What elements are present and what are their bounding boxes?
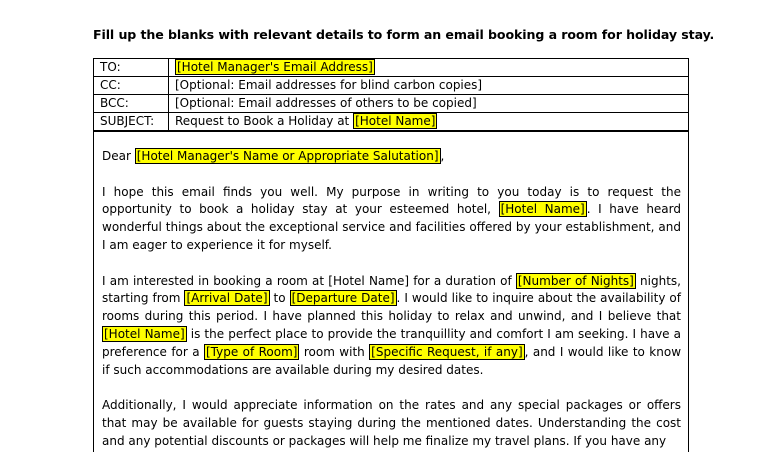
p2-specific-request-blank: [Specific Request, if any] <box>371 344 523 359</box>
subject-blank: [Hotel Name] <box>355 114 436 128</box>
p2-arrival-blank: [Arrival Date] <box>186 291 268 306</box>
email-body <box>102 148 681 468</box>
bcc-label: BCC: <box>94 95 169 113</box>
p2-text-d: . I would like to inquire about the availability of rooms during this period. I have planned this holiday to relax and unwind, and I believe that <box>102 291 681 324</box>
p2-text-c: to <box>269 291 290 306</box>
to-blank: [Hotel Manager's Email Address] <box>177 60 373 74</box>
subject-row <box>94 113 689 131</box>
p2-room-type-blank: [Type of Room] <box>205 344 298 359</box>
cc-value: [Optional: Email addresses for blind carbon copies] <box>169 77 689 95</box>
p2-text-f: room with <box>299 344 370 359</box>
p2-text-b: nights, starting from <box>102 273 681 306</box>
p1-text-a: I hope this email finds you well. My purpose in writing to you today is to request the opportunity to book a holiday stay at your esteemed hotel, <box>102 184 681 217</box>
bcc-value: [Optional: Email addresses of others to be copied] <box>169 95 689 113</box>
greeting-suffix: , <box>440 149 445 163</box>
p2-text-g: , and I would like to know if such accommodations are available during my desired dates. <box>102 344 682 377</box>
greeting <box>102 148 681 166</box>
subject-label: SUBJECT: <box>94 113 169 131</box>
to-cell <box>169 59 689 77</box>
p2-hotel-name-blank: [Hotel Name] <box>104 326 185 341</box>
subject-cell <box>169 113 689 131</box>
cc-label: CC: <box>94 77 169 95</box>
paragraph-3: Additionally, I would appreciate information on the rates and any special packages or offers that may be available for guests staying during the mentioned dates. Understanding the cost and any potential discounts or packages will help me finalize my travel plans. If you have any <box>102 398 681 448</box>
greeting-prefix: Dear <box>102 149 135 163</box>
p2-text-a: I am interested in booking a room at [Hotel Name] for a duration of <box>102 273 516 288</box>
p2-nights-blank: [Number of Nights] <box>517 273 634 288</box>
greeting-blank: [Hotel Manager's Name or Appropriate Salutation] <box>136 149 439 163</box>
p2-departure-blank: [Departure Date] <box>291 291 395 306</box>
email-header-table <box>93 58 689 131</box>
p2-text-e: is the perfect place to provide the tranquillity and comfort I am seeking. I have a preference for a <box>102 326 681 359</box>
to-label: TO: <box>94 59 169 77</box>
bcc-row <box>94 95 689 113</box>
paragraph-1 <box>102 184 681 255</box>
paragraph-2 <box>102 273 681 380</box>
cc-row <box>94 77 689 95</box>
subject-prefix: Request to Book a Holiday at <box>175 114 354 128</box>
p1-hotel-name-blank: [Hotel Name] <box>500 202 585 217</box>
page-title: Fill up the blanks with relevant details to form an email booking a room for holiday stay. <box>93 27 715 42</box>
to-row <box>94 59 689 77</box>
p1-text-b: . I have heard wonderful things about the exceptional service and facilities offered by your establishment, and I am eager to experience it for myself. <box>102 202 682 252</box>
